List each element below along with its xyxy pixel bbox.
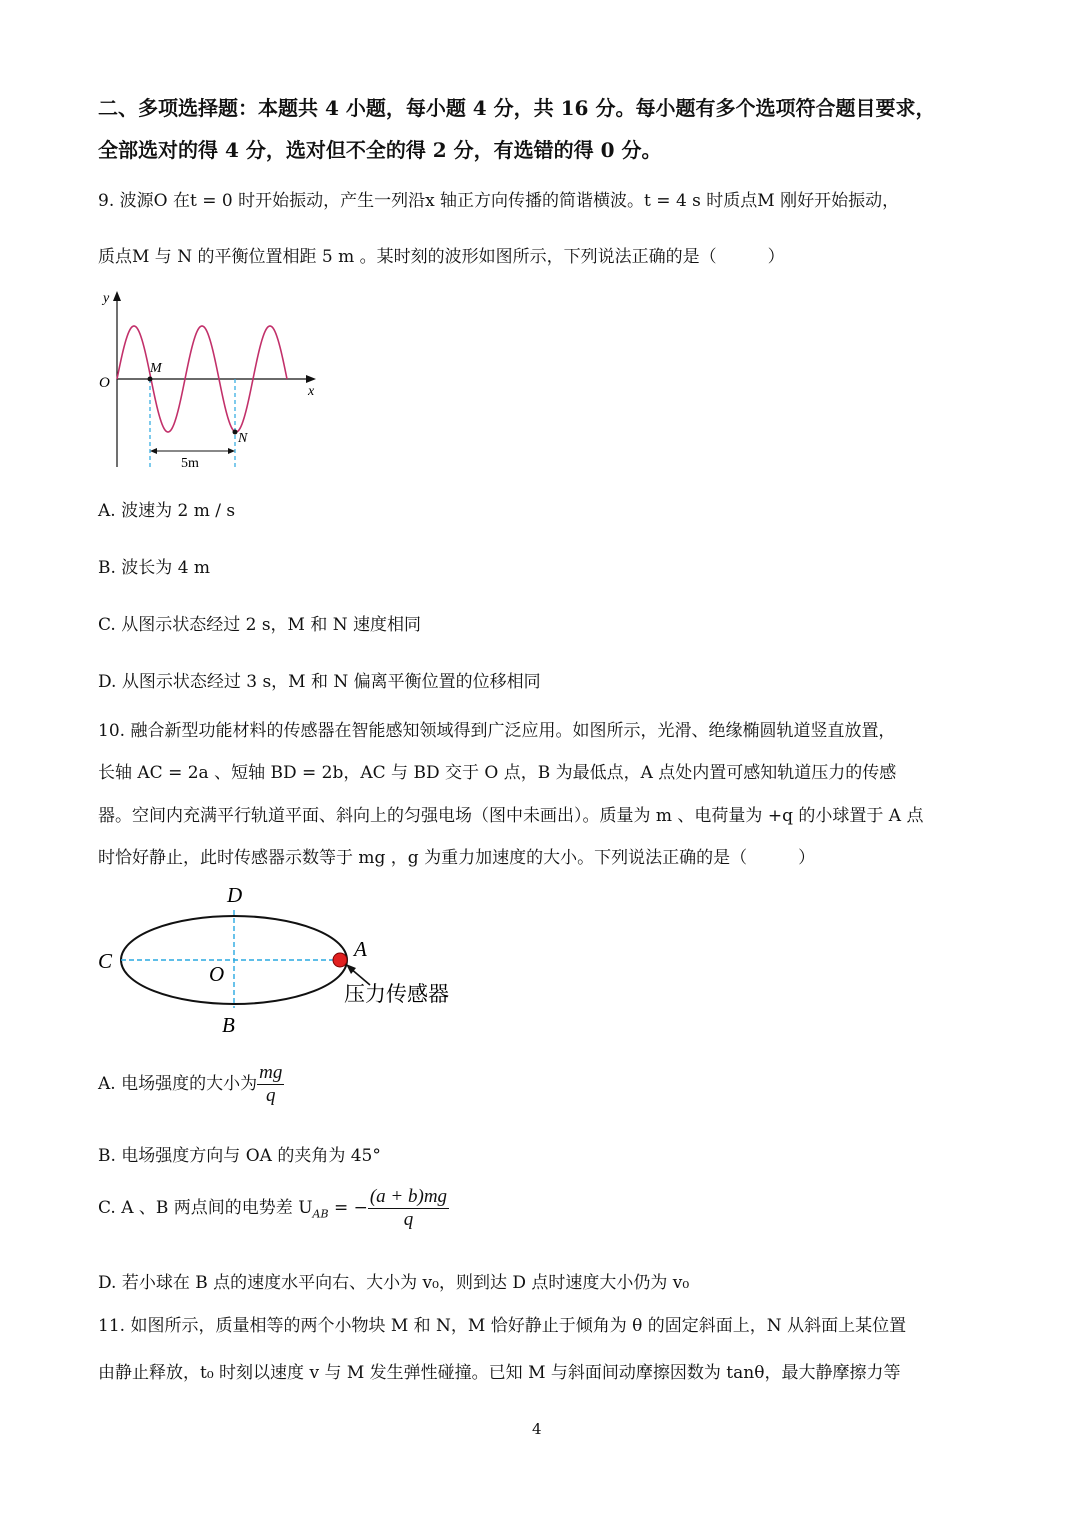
- fraction-numerator: (a + b)mg: [369, 1186, 448, 1207]
- q10-stem-line3: 器。空间内充满平行轨道平面、斜向上的匀强电场（图中未画出）。质量为 m 、电荷量为 +q 的小球置于 A 点: [98, 806, 924, 826]
- x-label: x: [308, 384, 315, 399]
- point-m: [148, 377, 153, 382]
- q9-option-c: C. 从图示状态经过 2 s，M 和 N 速度相同: [98, 615, 422, 635]
- distance-arrow-left: [150, 448, 157, 454]
- y-label: y: [103, 291, 110, 306]
- fraction-denominator: q: [403, 1209, 414, 1230]
- label-c: C: [98, 949, 113, 973]
- q10-stem-line1: 10. 融合新型功能材料的传感器在智能感知领域得到广泛应用。如图所示，光滑、绝缘椭圆轨道竖直放置，: [98, 721, 896, 741]
- section-title-line2: 全部选对的得 4 分，选对但不全的得 2 分，有选错的得 0 分。: [98, 138, 662, 162]
- q11-stem-line1: 11. 如图所示，质量相等的两个小物块 M 和 N，M 恰好静止于倾角为 θ 的固定斜面上，N 从斜面上某位置: [98, 1316, 907, 1336]
- q10-option-a: [98, 1062, 284, 1107]
- label-o: O: [209, 962, 225, 986]
- label-b: B: [222, 1013, 235, 1037]
- point-n: [233, 430, 238, 435]
- fraction-numerator: mg: [259, 1062, 283, 1083]
- distance-arrow-right: [228, 448, 235, 454]
- q10-option-b: B. 电场强度方向与 OA 的夹角为 45°: [98, 1146, 381, 1166]
- distance-label: 5m: [181, 456, 199, 471]
- q10-option-c-subscript: AB: [312, 1207, 329, 1221]
- q10-stem-line2: 长轴 AC = 2a 、短轴 BD = 2b，AC 与 BD 交于 O 点，B 为最低点，A 点处内置可感知轨道压力的传感: [98, 763, 897, 783]
- label-d: D: [227, 883, 243, 907]
- y-axis-arrow: [113, 291, 121, 301]
- q9-stem-line2: 质点M 与 N 的平衡位置相距 5 m 。某时刻的波形如图所示，下列说法正确的是（ ）: [98, 247, 785, 267]
- q10-stem-line4: 时恰好静止，此时传感器示数等于 mg ，g 为重力加速度的大小。下列说法正确的是（ ）: [98, 848, 816, 868]
- x-axis-arrow: [306, 375, 316, 383]
- q9-option-a: A. 波速为 2 m / s: [98, 501, 236, 521]
- q10-option-c-fraction: [368, 1186, 449, 1231]
- sensor-label: 压力传感器: [344, 982, 449, 1006]
- section-title-line1: 二、多项选择题：本题共 4 小题，每小题 4 分，共 16 分。每小题有多个选项符合题目要求，: [98, 96, 936, 120]
- q9-option-b: B. 波长为 4 m: [98, 558, 211, 578]
- q10-option-a-fraction: [257, 1062, 284, 1107]
- q10-option-c-eq: = −: [328, 1198, 368, 1218]
- q9-stem-line1: 9. 波源O 在t = 0 时开始振动，产生一列沿x 轴正方向传播的简谐横波。t = 4 s 时质点M 刚好开始振动，: [98, 191, 900, 211]
- label-a: A: [354, 937, 367, 961]
- origin-label: O: [99, 375, 110, 391]
- q10-option-c-text: C. A 、B 两点间的电势差 U: [98, 1198, 313, 1218]
- n-label: N: [238, 431, 248, 446]
- m-label: M: [150, 361, 162, 376]
- q10-option-a-text: A. 电场强度的大小为: [98, 1074, 258, 1094]
- ball: [333, 953, 347, 967]
- q11-stem-line2: 由静止释放，t₀ 时刻以速度 v 与 M 发生弹性碰撞。已知 M 与斜面间动摩擦因数为 tanθ，最大静摩擦力等: [98, 1363, 901, 1383]
- q10-option-c: [98, 1186, 449, 1231]
- page-number: 4: [532, 1420, 542, 1438]
- q10-option-d: D. 若小球在 B 点的速度水平向右、大小为 v₀，则到达 D 点时速度大小仍为 v₀: [98, 1273, 690, 1293]
- fraction-denominator: q: [265, 1085, 276, 1106]
- q9-wave-figure: [92, 285, 332, 475]
- q10-ellipse-figure: [92, 880, 472, 1040]
- q9-option-d: D. 从图示状态经过 3 s，M 和 N 偏离平衡位置的位移相同: [98, 672, 541, 692]
